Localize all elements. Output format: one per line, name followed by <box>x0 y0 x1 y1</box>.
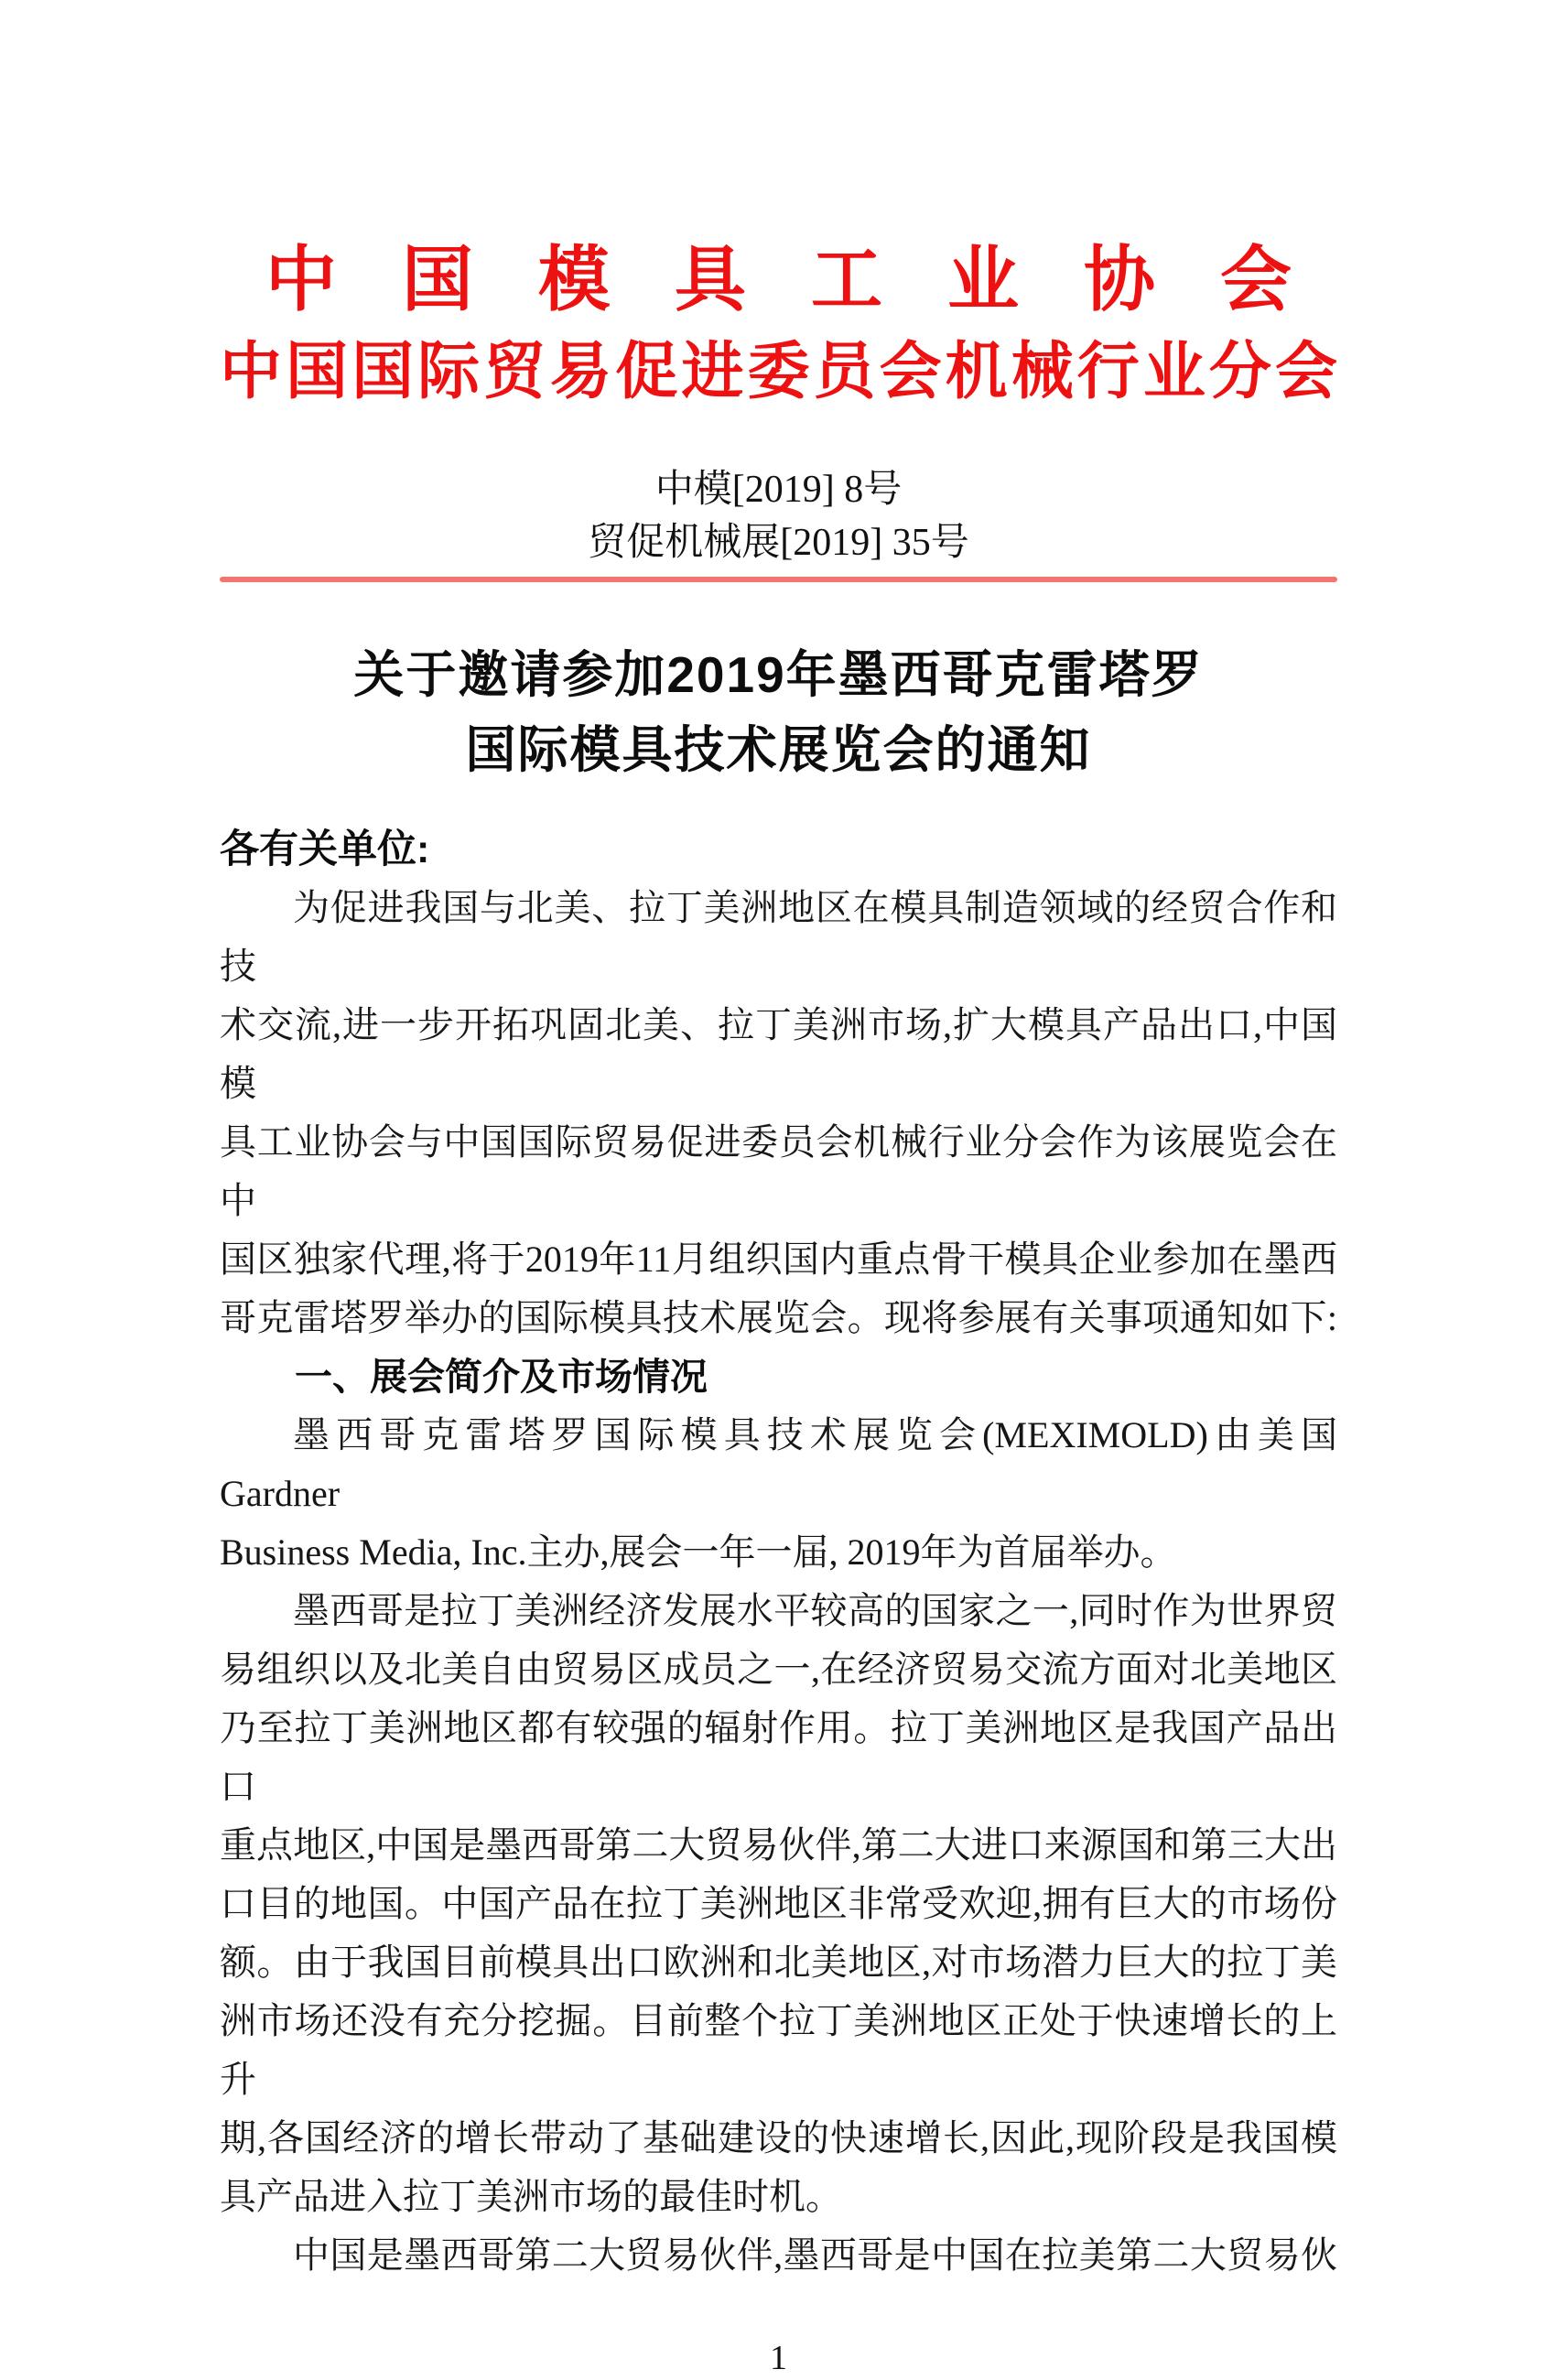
body-line: 中国是墨西哥第二大贸易伙伴,墨西哥是中国在拉美第二大贸易伙 <box>293 2234 1337 2276</box>
body-line: 墨西哥是拉丁美洲经济发展水平较高的国家之一,同时作为世界贸 <box>293 1589 1337 1631</box>
title-line1: 关于邀请参加2019年墨西哥克雷塔罗 <box>353 645 1204 703</box>
body-line: 易组织以及北美自由贸易区成员之一,在经济贸易交流方面对北美地区 <box>220 1648 1337 1690</box>
body-line: 具产品进入拉丁美洲市场的最佳时机。 <box>220 2175 842 2217</box>
page-number: 1 <box>770 2338 787 2377</box>
doc-number-line2: 贸促机械展[2019] 35号 <box>588 521 969 564</box>
org-name-line2: 中国国际贸易促进委员会机械行业分会 <box>220 336 1337 406</box>
body-line: 口目的地国。中国产品在拉丁美洲地区非常受欢迎,拥有巨大的市场份 <box>220 1882 1337 1924</box>
section-heading: 一、展会简介及市场情况 <box>295 1355 708 1398</box>
doc-number-line1: 中模[2019] 8号 <box>654 468 903 511</box>
body-line: 乃至拉丁美洲地区都有较强的辐射作用。拉丁美洲地区是我国产品出口 <box>220 1706 1337 1807</box>
body-line: 国区独家代理,将于2019年11月组织国内重点骨干模具企业参加在墨西 <box>220 1238 1337 1280</box>
salutation: 各有关单位: <box>220 827 430 871</box>
document-body <box>220 879 1337 2285</box>
letterhead <box>220 240 1337 406</box>
body-line: 洲市场还没有充分挖掘。目前整个拉丁美洲地区正处于快速增长的上升 <box>220 1999 1337 2100</box>
red-divider-line <box>220 577 1337 582</box>
body-line: 为促进我国与北美、拉丁美洲地区在模具制造领域的经贸合作和技 <box>220 886 1337 987</box>
body-line: 术交流,进一步开拓巩固北美、拉丁美洲市场,扩大模具产品出口,中国模 <box>220 1003 1337 1104</box>
body-line: 期,各国经济的增长带动了基础建设的快速增长,因此,现阶段是我国模 <box>220 2116 1337 2158</box>
body-line: 哥克雷塔罗举办的国际模具技术展览会。现将参展有关事项通知如下: <box>220 1296 1337 1338</box>
body-line: 额。由于我国目前模具出口欧洲和北美地区,对市场潜力巨大的拉丁美 <box>220 1941 1337 1983</box>
body-line: Business Media, Inc.主办,展会一年一届, 2019年为首届举办。 <box>220 1531 1177 1573</box>
body-line: 重点地区,中国是墨西哥第二大贸易伙伴,第二大进口来源国和第三大出 <box>220 1823 1337 1866</box>
title-line2: 国际模具技术展览会的通知 <box>465 720 1092 778</box>
body-line: 墨西哥克雷塔罗国际模具技术展览会(MEXIMOLD)由美国 Gardner <box>220 1413 1337 1514</box>
document-title <box>220 646 1337 778</box>
body-line: 具工业协会与中国国际贸易促进委员会机械行业分会作为该展览会在中 <box>220 1120 1337 1221</box>
org-name-line1: 中国模具工业协会 <box>265 240 1292 319</box>
